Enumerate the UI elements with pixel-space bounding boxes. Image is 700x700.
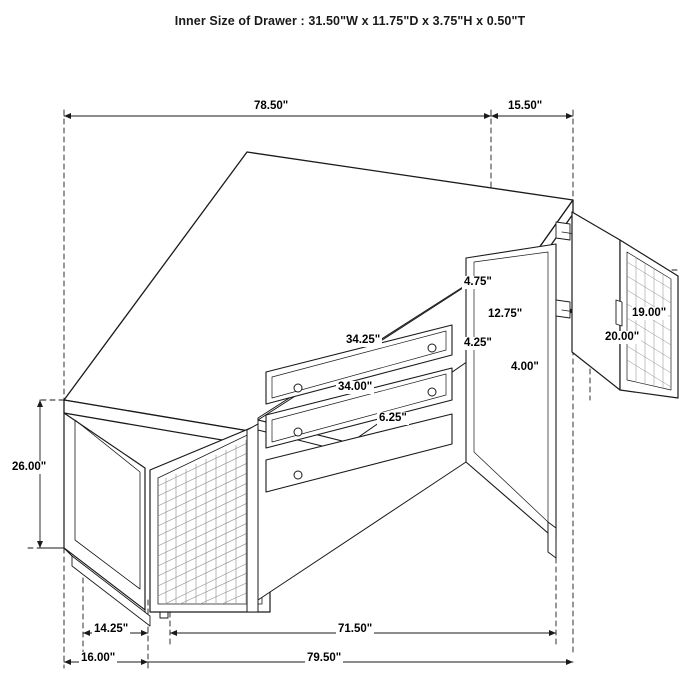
page-title: Inner Size of Drawer : 31.50"W x 11.75"D x 3.75"H x 0.50"T bbox=[174, 14, 526, 28]
dim-label-base-depth: 16.00" bbox=[81, 652, 116, 664]
dim-label-drawer-height-lower: 6.25" bbox=[379, 412, 407, 424]
dim-label-overall-length: 79.50" bbox=[307, 652, 342, 664]
dim-label-top-width-door: 15.50" bbox=[508, 100, 543, 112]
dim-label-door-height: 19.00" bbox=[632, 307, 667, 319]
dim-label-door-inner-width: 12.75" bbox=[488, 308, 523, 320]
dim-label-drawer-height-upper: 4.25" bbox=[464, 337, 492, 349]
dim-label-shelf-height: 4.75" bbox=[464, 276, 492, 288]
dim-label-drawer-width-lower: 34.00" bbox=[338, 381, 373, 393]
dim-label-inner-length: 71.50" bbox=[338, 623, 373, 635]
dim-label-front-left-depth: 14.25" bbox=[94, 623, 129, 635]
dim-label-top-width-main: 78.50" bbox=[254, 100, 289, 112]
dim-label-door-outer-height: 20.00" bbox=[605, 331, 640, 343]
dim-label-drawer-width-upper: 34.25" bbox=[346, 334, 381, 346]
dim-label-side-depth: 4.00" bbox=[511, 361, 539, 373]
dim-label-overall-height: 26.00" bbox=[12, 461, 47, 473]
